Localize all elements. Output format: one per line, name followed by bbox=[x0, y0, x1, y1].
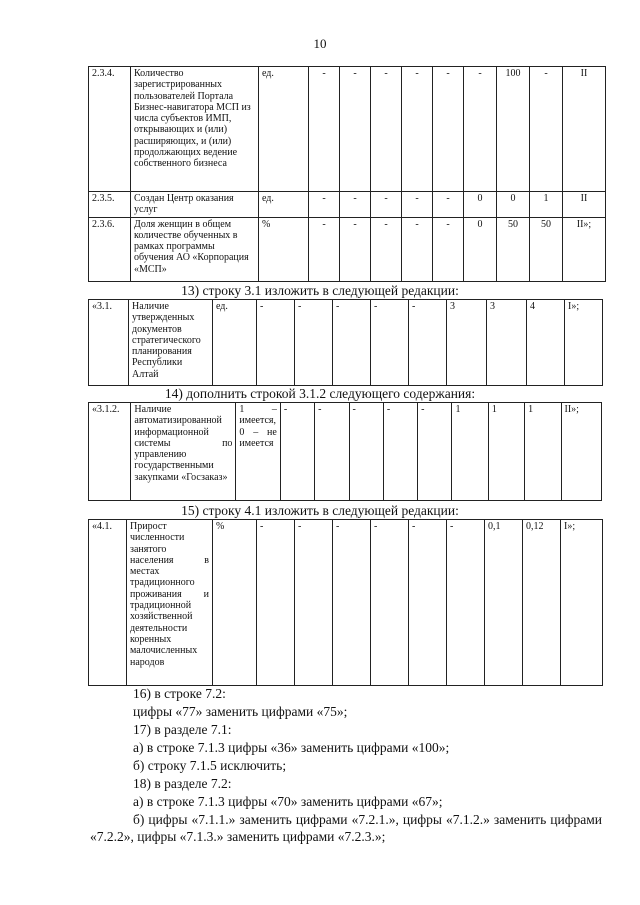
table-row-3-1 bbox=[88, 299, 603, 386]
value-cell: - bbox=[447, 520, 485, 686]
table-row bbox=[89, 217, 606, 281]
section-heading: 15) строку 4.1 изложить в следующей редакции: bbox=[181, 503, 459, 518]
amendment-line: 18) в разделе 7.2: bbox=[133, 776, 232, 791]
value-cell: - bbox=[257, 520, 295, 686]
row-number: «3.1.2. bbox=[89, 403, 131, 501]
unit-cell: % bbox=[213, 520, 257, 686]
value-cell: 1 bbox=[525, 403, 561, 501]
category-cell: II»; bbox=[563, 217, 606, 281]
value-cell: - bbox=[349, 403, 383, 501]
value-cell: - bbox=[530, 67, 563, 192]
value-cell: - bbox=[315, 403, 349, 501]
value-cell: 1 bbox=[452, 403, 488, 501]
value-cell: - bbox=[409, 300, 447, 386]
value-cell: - bbox=[340, 217, 371, 281]
page-number: 10 bbox=[313, 36, 327, 51]
table-row-4-1 bbox=[88, 519, 603, 686]
value-cell: 50 bbox=[530, 217, 563, 281]
table-row bbox=[89, 67, 606, 192]
value-cell: - bbox=[402, 192, 433, 218]
value-cell: - bbox=[418, 403, 452, 501]
value-cell: - bbox=[402, 217, 433, 281]
value-cell: - bbox=[371, 520, 409, 686]
value-cell: 4 bbox=[527, 300, 565, 386]
section-heading: 14) дополнить строкой 3.1.2 следующего содержания: bbox=[164, 386, 476, 401]
table-continuation bbox=[88, 66, 606, 282]
amendment-line: 16) в строке 7.2: bbox=[133, 686, 226, 701]
value-cell: 100 bbox=[497, 67, 530, 192]
value-cell: - bbox=[371, 300, 409, 386]
value-cell: - bbox=[295, 520, 333, 686]
value-cell: - bbox=[333, 300, 371, 386]
value-cell: 0,1 bbox=[485, 520, 523, 686]
value-cell: 50 bbox=[497, 217, 530, 281]
row-number: 2.3.5. bbox=[89, 192, 131, 218]
amendment-line: а) в строке 7.1.3 цифры «70» заменить цифрами «67»; bbox=[133, 794, 443, 809]
value-cell: - bbox=[371, 217, 402, 281]
value-cell: - bbox=[280, 403, 314, 501]
unit-cell: % bbox=[259, 217, 309, 281]
indicator-name: Прирост численности занятого населения в местах традиционного проживания и традиционной хозяйственной деятельности коренных малочисленных народов bbox=[127, 520, 213, 686]
value-cell: - bbox=[371, 67, 402, 192]
category-cell: II bbox=[563, 192, 606, 218]
indicator-name: Количество зарегистрированных пользователей Портала Бизнес-навигатора МСП из числа субъектов ИМП, открывающих и (или) расширяющих, и (или) продолжающих ведение собственного бизнеса bbox=[131, 67, 259, 192]
value-cell: - bbox=[464, 67, 497, 192]
indicator-name: Доля женщин в общем количестве обученных в рамках программы обучения АО «Корпорация «МСП» bbox=[131, 217, 259, 281]
value-cell: - bbox=[383, 403, 417, 501]
category-cell: I»; bbox=[561, 520, 603, 686]
amendment-line: цифры «77» заменить цифрами «75»; bbox=[133, 704, 348, 719]
table-row bbox=[89, 192, 606, 218]
value-cell: - bbox=[433, 217, 464, 281]
value-cell: - bbox=[309, 217, 340, 281]
amendment-line: 17) в разделе 7.1: bbox=[133, 722, 232, 737]
value-cell: 1 bbox=[488, 403, 524, 501]
section-heading: 13) строку 3.1 изложить в следующей редакции: bbox=[181, 283, 459, 298]
value-cell: - bbox=[409, 520, 447, 686]
value-cell: 0 bbox=[497, 192, 530, 218]
category-cell: II bbox=[563, 67, 606, 192]
value-cell: 0 bbox=[464, 217, 497, 281]
value-cell: 3 bbox=[487, 300, 527, 386]
category-cell: II»; bbox=[561, 403, 601, 501]
value-cell: - bbox=[433, 192, 464, 218]
table-row bbox=[89, 403, 602, 501]
value-cell: - bbox=[309, 67, 340, 192]
value-cell: - bbox=[433, 67, 464, 192]
category-cell: I»; bbox=[565, 300, 603, 386]
indicator-name: Создан Центр оказания услуг bbox=[131, 192, 259, 218]
amendment-paragraph: б) цифры «7.1.1.» заменить цифрами «7.2.1.», цифры «7.1.2.» заменить цифрами «7.2.2», цифры «7.1.3.» заменить цифрами «7.2.3.»; bbox=[90, 812, 602, 844]
indicator-name: Наличие утвержденных документов стратегического планирования Республики Алтай bbox=[129, 300, 213, 386]
unit-cell: ед. bbox=[213, 300, 257, 386]
unit-cell: ед. bbox=[259, 192, 309, 218]
value-cell: 1 bbox=[530, 192, 563, 218]
indicator-name: Наличие автоматизированной информационной системы по управлению государственными закупками «Госзаказ» bbox=[131, 403, 236, 501]
value-cell: - bbox=[333, 520, 371, 686]
amendment-line: б) строку 7.1.5 исключить; bbox=[133, 758, 287, 773]
table-row-3-1-2 bbox=[88, 402, 602, 501]
row-number: 2.3.6. bbox=[89, 217, 131, 281]
value-cell: 0 bbox=[464, 192, 497, 218]
row-number: 2.3.4. bbox=[89, 67, 131, 192]
value-cell: - bbox=[295, 300, 333, 386]
unit-cell: 1 – имеется, 0 – не имеется bbox=[236, 403, 280, 501]
table-row bbox=[89, 300, 603, 386]
unit-cell: ед. bbox=[259, 67, 309, 192]
value-cell: - bbox=[257, 300, 295, 386]
value-cell: - bbox=[371, 192, 402, 218]
table-row bbox=[89, 520, 603, 686]
value-cell: - bbox=[402, 67, 433, 192]
row-number: «3.1. bbox=[89, 300, 129, 386]
value-cell: 3 bbox=[447, 300, 487, 386]
value-cell: - bbox=[340, 67, 371, 192]
value-cell: - bbox=[309, 192, 340, 218]
row-number: «4.1. bbox=[89, 520, 127, 686]
value-cell: 0,12 bbox=[523, 520, 561, 686]
amendment-line: а) в строке 7.1.3 цифры «36» заменить цифрами «100»; bbox=[133, 740, 450, 755]
value-cell: - bbox=[340, 192, 371, 218]
